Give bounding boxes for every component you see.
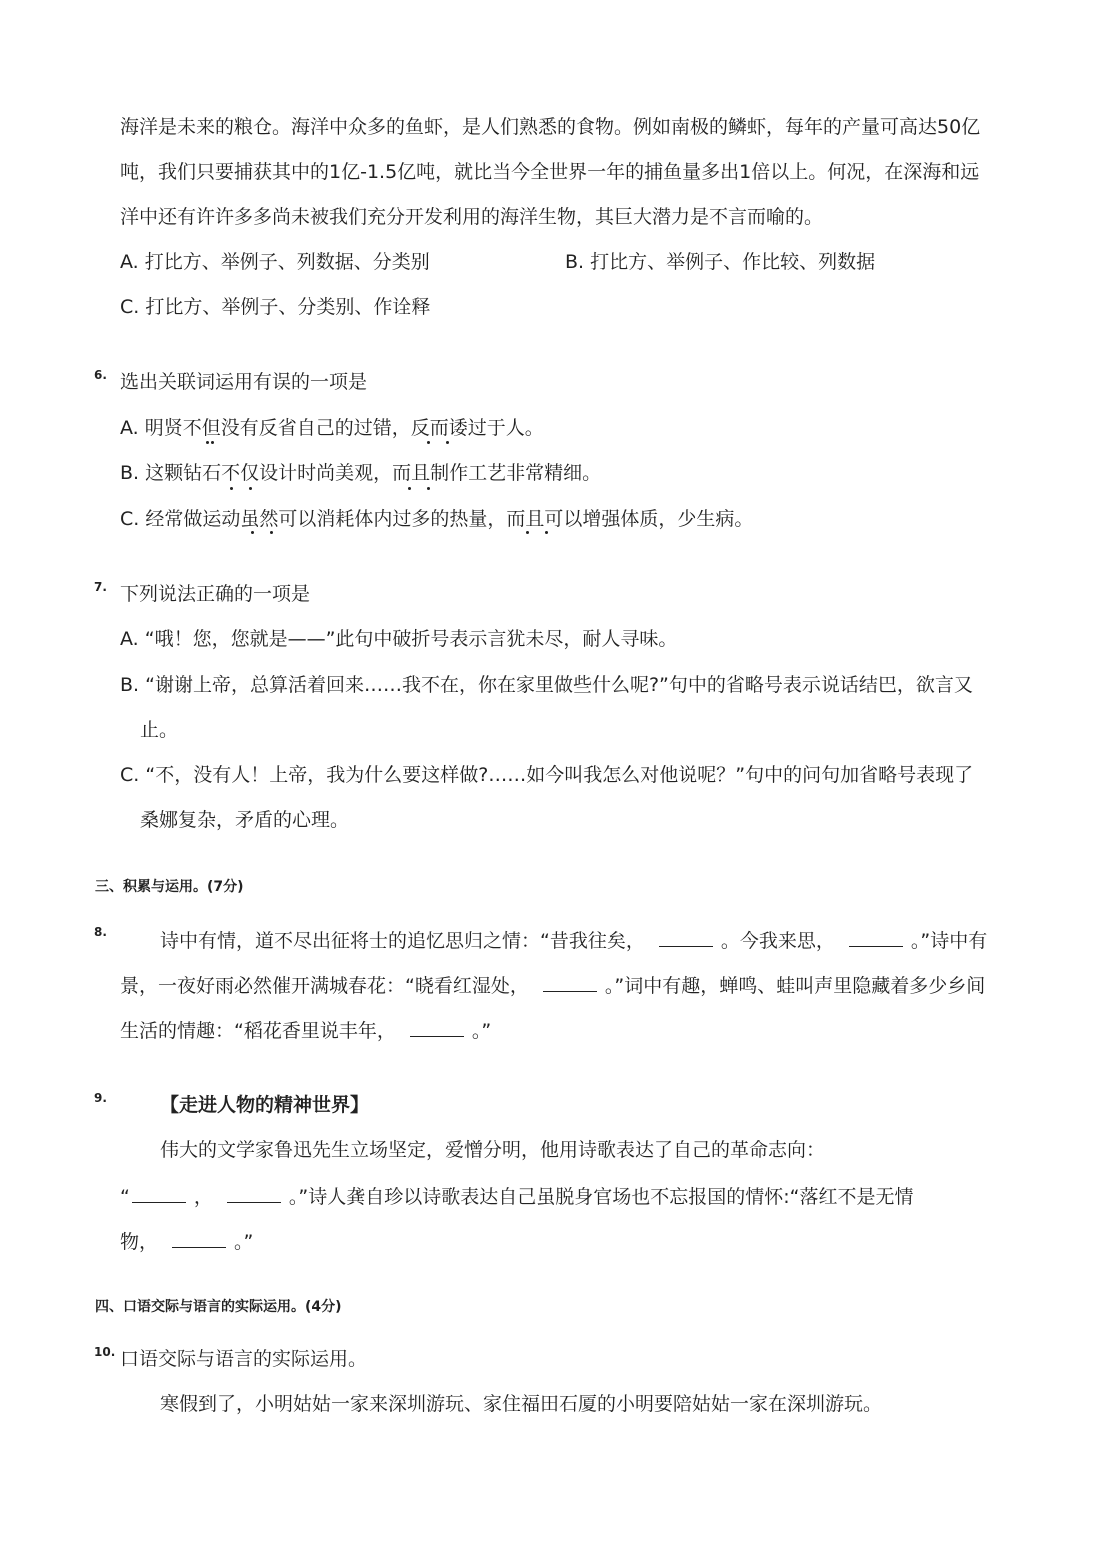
emphasis-dot <box>427 487 430 490</box>
text-segment: 。” <box>471 1020 492 1042</box>
text-segment: 。” <box>234 1231 254 1253</box>
option-a: A. “哦！您，您就是——”此句中破折号表示言犹未尽，耐人寻味。 <box>120 628 678 650</box>
text-segment: 。”词中有趣，蝉鸣、蛙叫声里隐藏着多少乡间 <box>604 975 986 997</box>
answer-blank[interactable] <box>659 927 713 947</box>
question-number: 10. <box>94 1345 116 1359</box>
answer-blank[interactable] <box>410 1017 464 1037</box>
option-b: B. 打比方、举例子、作比较、列数据 <box>565 251 876 273</box>
option-c-continued: 桑娜复杂，矛盾的心理。 <box>140 809 350 831</box>
answer-blank[interactable] <box>849 927 903 947</box>
option-c: C. “不，没有人！上帝，我为什么要这样做?……如今叫我怎么对他说呢？”句中的问句加省略号表现了 <box>120 764 974 786</box>
emphasis-dot <box>427 441 430 444</box>
fill-blank-line <box>160 927 987 953</box>
answer-blank[interactable] <box>132 1183 186 1203</box>
option-a: A. 打比方、举例子、列数据、分类别 <box>120 251 430 273</box>
question-stem: 口语交际与语言的实际运用。 <box>120 1348 368 1370</box>
text-segment: ， <box>193 1186 213 1208</box>
fill-blank-line <box>120 1017 491 1043</box>
emphasis-dot <box>270 531 273 534</box>
question-stem: 选出关联词运用有误的一项是 <box>120 371 368 393</box>
option-a: A. 明贤不但没有反省自己的过错，反而诿过于人。 <box>120 417 544 439</box>
question-number: 6. <box>94 368 107 382</box>
text-segment: 生活的情趣：“稻花香里说丰年， <box>120 1020 396 1042</box>
emphasis-dot <box>230 487 233 490</box>
text-segment: 物， <box>120 1231 159 1253</box>
question-number: 9. <box>94 1091 107 1105</box>
emphasis-dot <box>211 441 214 444</box>
passage-line: 吨，我们只要捕获其中的1亿-1.5亿吨，就比当今全世界一年的捕鱼量多出1倍以上。何况，在深海和远 <box>120 161 980 183</box>
emphasis-dot <box>408 487 411 490</box>
fill-blank-line <box>120 972 985 998</box>
answer-blank[interactable] <box>227 1183 281 1203</box>
option-b: B. “谢谢上帝，总算活着回来……我不在，你在家里做些什么呢?”句中的省略号表示说话结巴，欲言又 <box>120 674 973 696</box>
option-c: C. 经常做运动虽然可以消耗体内过多的热量，而且可以增强体质，少生病。 <box>120 508 754 530</box>
question-number: 8. <box>94 925 107 939</box>
answer-blank[interactable] <box>172 1228 226 1248</box>
emphasis-dot <box>249 487 252 490</box>
text-segment: 景，一夜好雨必然催开满城春花：“晓看红湿处， <box>120 975 529 997</box>
answer-blank[interactable] <box>543 972 597 992</box>
emphasis-dot <box>545 531 548 534</box>
option-c: C. 打比方、举例子、分类别、作诠释 <box>120 296 431 318</box>
emphasis-dot <box>206 441 209 444</box>
question-title: 【走进人物的精神世界】 <box>160 1094 370 1116</box>
fill-blank-line <box>120 1228 253 1254</box>
emphasis-dot <box>251 531 254 534</box>
fill-blank-line <box>120 1183 913 1209</box>
text-segment: 。”诗中有 <box>910 930 988 952</box>
question-number: 7. <box>94 580 107 594</box>
text-segment: 。”诗人龚自珍以诗歌表达自己虽脱身官场也不忘报国的情怀:“落红不是无情 <box>288 1186 914 1208</box>
question-text: 寒假到了，小明姑姑一家来深圳游玩、家住福田石厦的小明要陪姑姑一家在深圳游玩。 <box>160 1393 883 1415</box>
question-stem: 下列说法正确的一项是 <box>120 583 311 605</box>
option-b: B. 这颗钻石不仅设计时尚美观，而且制作工艺非常精细。 <box>120 462 602 484</box>
section-heading: 四、口语交际与语言的实际运用。(4分) <box>95 1299 342 1315</box>
text-segment: 诗中有情，道不尽出征将士的追忆思归之情：“昔我往矣， <box>160 930 645 952</box>
question-text: 伟大的文学家鲁迅先生立场坚定，爱憎分明，他用诗歌表达了自己的革命志向： <box>160 1139 826 1161</box>
emphasis-dot <box>526 531 529 534</box>
passage-line: 洋中还有许许多多尚未被我们充分开发利用的海洋生物，其巨大潜力是不言而喻的。 <box>120 206 824 228</box>
option-b-continued: 止。 <box>140 719 179 741</box>
passage-line: 海洋是未来的粮仓。海洋中众多的鱼虾，是人们熟悉的食物。例如南极的鳞虾，每年的产量可高达50亿 <box>120 116 981 138</box>
text-segment: “ <box>120 1186 130 1208</box>
text-segment: 。今我来思， <box>720 930 835 952</box>
emphasis-dot <box>446 441 449 444</box>
section-heading: 三、积累与运用。(7分) <box>95 879 244 895</box>
